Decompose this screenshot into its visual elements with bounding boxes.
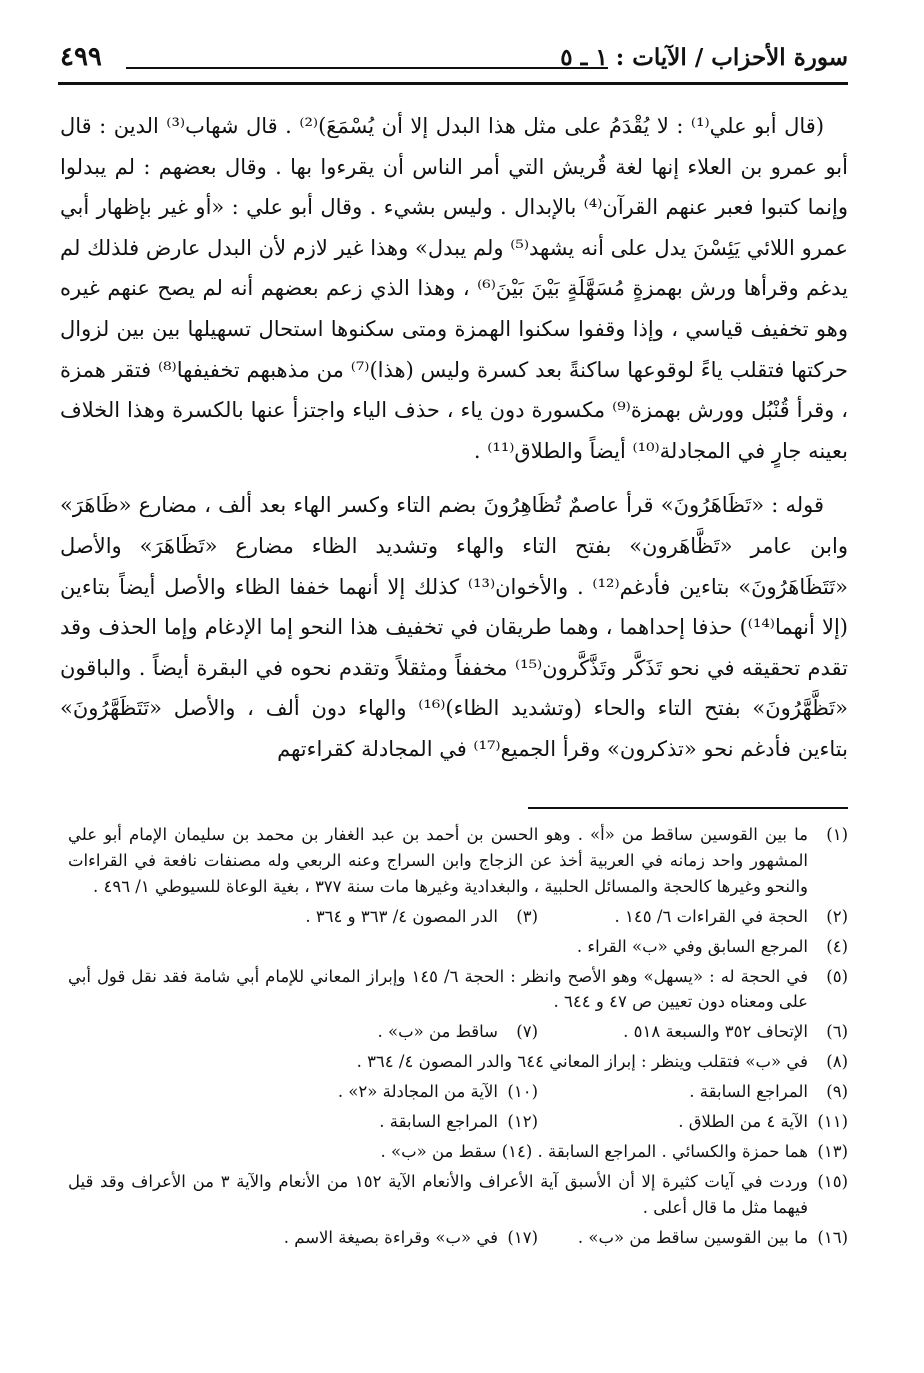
header-rule (126, 67, 608, 69)
footnote (538, 1109, 848, 1135)
footnote-text: ما بين القوسين ساقط من «ب» . (577, 1227, 808, 1247)
footnote-text: الدر المصون ٤/ ٣٦٣ و ٣٦٤ . (305, 906, 498, 926)
footnote (98, 1225, 538, 1251)
footnote-row (68, 934, 848, 960)
footnote-row (68, 1019, 848, 1045)
footnote (538, 1019, 848, 1045)
footnote-number: (٤) (826, 936, 848, 956)
footnote-row (68, 1079, 848, 1105)
footnote-text: في الحجة له : «يسهل» وهو الأصح وانظر : الحجة ٦/ ١٤٥ وإبراز المعاني للإمام أبي شامة فقد نقل قول أبي على ومعناه دون تعيين ص ٤٧ و ٦٤٤ . (68, 966, 808, 1012)
header-title: سورة الأحزاب / الآيات : ١ ـ ٥ (560, 44, 848, 71)
footnote-text: الآية ٤ من الطلاق . (678, 1112, 808, 1132)
footnote-number: (٥) (826, 966, 848, 986)
footnote-text: ساقط من «ب» . (377, 1022, 498, 1042)
footnote-number: (١٦) (817, 1227, 848, 1247)
footnote-row (68, 904, 848, 930)
footnote-number: (١١) (817, 1112, 848, 1132)
footnote (98, 1109, 538, 1135)
footnote-text: في «ب» فتقلب وينظر : إبراز المعاني ٦٤٤ والدر المصون ٤/ ٣٦٤ . (356, 1052, 808, 1072)
footnote-number: (١٧) (507, 1227, 538, 1247)
footnote-text: الإتحاف ٣٥٢ والسبعة ٥١٨ . (623, 1022, 808, 1042)
footnote-number: (١٢) (507, 1112, 538, 1132)
footnote (68, 822, 848, 900)
footnote-text: المراجع السابقة . (379, 1112, 498, 1132)
paragraph-2: قوله : «تَظَاهَرُونَ» قرأ عاصمٌ تُظَاهِرُونَ بضم التاء وكسر الهاء بعد ألف ، مضارع «ظَاهَرَ» وابن عامر «تَظَّاهَرون» بفتح التاء والهاء وتشديد الظاء مضارع «تَظَاهَرَ» والأصل «تَتَظَاهَرُونَ» بتاءين فأدغم⁽¹²⁾ . والأخوان⁽¹³⁾ كذلك إلا أنهما خففا الظاء والأصل أيضاً بتاءين (إلا أنهما⁽¹⁴⁾) حذفا إحداهما ، وهما طريقان في تخفيف هذا النحو إما الإدغام وإما الحذف وقد تقدم تحقيقه في نحو تَذَكَّر وتَذَّكَّرون⁽¹⁵⁾ مخففاً ومثقلاً وتقدم نحوه في البقرة أيضاً . والباقون «تَظَّهَّرُونَ» بفتح التاء والحاء (وتشديد الظاء)⁽¹⁶⁾ والهاء دون ألف ، والأصل «تَتَظَهَّرُونَ» بتاءين فأدغم نحو «تذكرون» وقرأ الجميع⁽¹⁷⁾ في المجادلة كقراءتهم (60, 493, 848, 761)
running-header (58, 38, 848, 86)
footnote-row (68, 964, 848, 1016)
footnote (68, 964, 848, 1016)
footnote-row (68, 1169, 848, 1221)
footnote-number: (٢) (826, 906, 848, 926)
page-number: ٤٩٩ (60, 42, 102, 72)
footnote-text: هما حمزة والكسائي . المراجع السابقة . (١٤) سقط من «ب» . (380, 1141, 808, 1161)
footnote-number: (٧) (516, 1022, 538, 1042)
footnote-text: وردت في آيات كثيرة إلا أن الأسبق آية الأعراف والأنعام الآية ١٥٢ من الأنعام والآية ٣ من الأعراف وقد قيل فيهما مثل ما قال أعلى . (68, 1171, 808, 1217)
footnote-number: (٩) (826, 1082, 848, 1102)
paragraph-1: (قال أبو علي⁽¹⁾ : لا يُقْدَمُ على مثل هذا البدل إلا أن يُسْمَعَ)⁽²⁾ . قال شهاب⁽³⁾ الدين : قال أبو عمرو بن العلاء إنها لغة قُريش التي أمر الناس أن يقرءوا بها . وقال بعضهم : لم يبدلوا وإنما كتبوا فعبر عنهم القرآن⁽⁴⁾ بالإبدال . وليس بشيء . وقال أبو علي : «أو غير بإظهار أبي عمرو اللائي يَئِسْنَ يدل على أنه يشهد⁽⁵⁾ ولم يبدل» وهذا غير لازم لأن البدل عارض فلذلك لم يدغم وقرأها ورش بهمزةٍ مُسَهَّلَةٍ بَيْنَ بَيْنَ⁽⁶⁾ ، وهذا الذي زعم بعضهم أنه لم يصح عنهم غيره وهو تخفيف قياسي ، وإذا وقفوا سكنوا الهمزة ومتى سكنوها استحال تسهيلها بين بين لزوال حركتها فتقلب ياءً لوقوعها ساكنةً بعد كسرة وليس (هذا)⁽⁷⁾ من مذهبهم تخفيفها⁽⁸⁾ فتقر همزة ، وقرأ قُنْبُل وورش بهمزة⁽⁹⁾ مكسورة دون ياء ، حذف الياء واجتزأ عنها بالكسرة وهذا الخلاف بعينه جارٍ في المجادلة⁽¹⁰⁾ أيضاً والطلاق⁽¹¹⁾ . (60, 114, 849, 463)
footnote-text: الآية من المجادلة «٢» . (337, 1082, 498, 1102)
footnote-row (68, 1109, 848, 1135)
footnote (98, 1079, 538, 1105)
footnote-text: ما بين القوسين ساقط من «أ» . وهو الحسن بن أحمد بن عبد الغفار بن محمد بن سليمان الإمام أبو علي المشهور واحد زمانه في العربية أخذ عن الزجاج وابن السراج وعنه الربعي وله مصنفات نافعة في القراءات والنحو وغيرها كالحجة والمسائل الحلبية ، والبغدادية وغيرها مات سنة ٣٧٧ ، بغية الوعاة للسيوطي ١/ ٤٩٦ . (68, 825, 808, 896)
footnote-row (68, 1049, 848, 1075)
footnote-number: (١٥) (817, 1171, 848, 1191)
footnote-number: (١٣) (817, 1141, 848, 1161)
footnote-row (68, 1139, 848, 1165)
footnote-number: (٦) (826, 1022, 848, 1042)
footnote-text: في «ب» وقراءة بصيغة الاسم . (283, 1227, 498, 1247)
footnote (538, 904, 848, 930)
footnote-text: الحجة في القراءات ٦/ ١٤٥ . (614, 906, 808, 926)
footnote-number: (١٠) (507, 1082, 538, 1102)
footnote (68, 934, 848, 960)
footnote-row (68, 822, 848, 900)
footnote-number: (٨) (826, 1052, 848, 1072)
footnote-text: المراجع السابقة . (689, 1082, 808, 1102)
header-underline (58, 82, 848, 85)
footnote-row (68, 1225, 848, 1251)
footnote-number: (٣) (516, 906, 538, 926)
footnote (68, 1139, 848, 1165)
footnote-separator (528, 807, 848, 809)
footnote (538, 1225, 848, 1251)
main-text (60, 106, 848, 770)
footnote (98, 904, 538, 930)
footnote (68, 1049, 848, 1075)
footnote-number: (١) (826, 825, 848, 844)
footnote-text: المرجع السابق وفي «ب» القراء . (576, 936, 808, 956)
footnote (538, 1079, 848, 1105)
footnote (98, 1019, 538, 1045)
footnotes-section (68, 822, 848, 1255)
footnote (68, 1169, 848, 1221)
